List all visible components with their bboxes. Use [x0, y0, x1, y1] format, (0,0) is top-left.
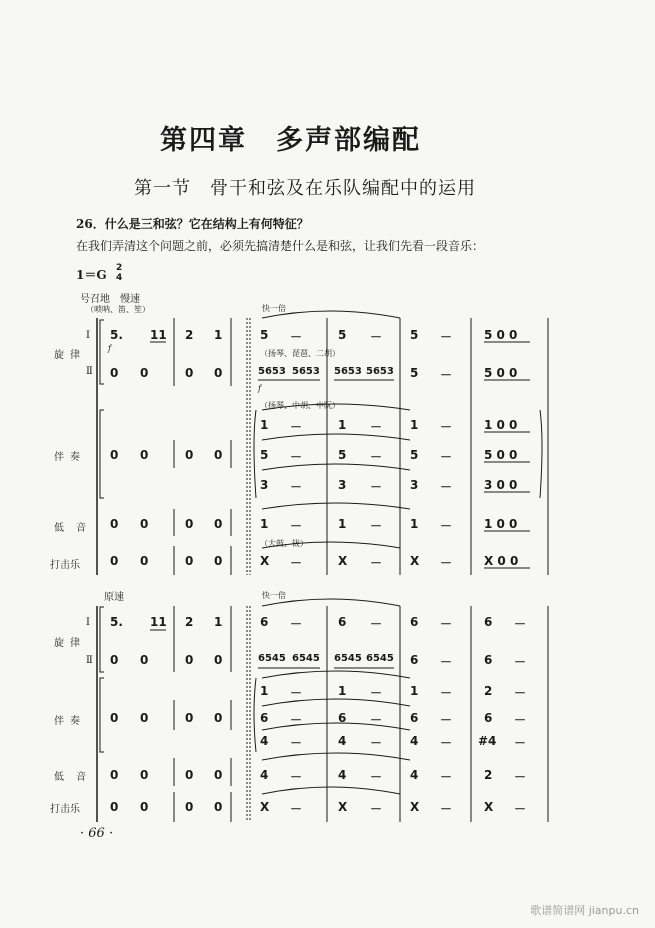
s1-p-n5: X	[260, 554, 270, 568]
s2-m2-n8: 6545	[366, 653, 394, 664]
s2-a3-n6: －	[440, 736, 453, 750]
perc-label: 打击乐	[50, 560, 80, 571]
s1-a2-n3: 0	[185, 448, 194, 462]
s2-a1-n8: －	[514, 686, 527, 700]
key-signature: 1＝G	[76, 268, 107, 282]
s2-p-n10: －	[440, 802, 453, 816]
s2-p-n2: 0	[140, 800, 149, 814]
accomp-label: 伴奏	[54, 452, 86, 463]
s1-b-n5: 1	[260, 517, 269, 531]
s2-a2-n6: －	[290, 713, 303, 727]
s2-a2-n8: －	[370, 713, 383, 727]
s1-b-n7: 1	[338, 517, 347, 531]
s2-m1-n7: 6	[338, 615, 347, 629]
s2-m1-n4: 1	[214, 615, 223, 629]
s1-p-n1: 0	[110, 554, 119, 568]
s2-p-n5: X	[260, 800, 270, 814]
s2-m1-n2: 11	[150, 615, 167, 629]
s2-p-n11: X	[484, 800, 494, 814]
tempo-label-2: 原速	[104, 592, 124, 603]
perc-label-2: 打击乐	[50, 804, 80, 815]
intro-paragraph: 在我们弄清这个问题之前，必须先搞清楚什么是和弦，让我们先看一段音乐：	[76, 239, 485, 253]
s2-m2-n7: 6545	[334, 653, 362, 664]
s2-b-n10: －	[440, 770, 453, 784]
s1-b-n9: 1	[410, 517, 419, 531]
instruments-note: （唢呐、笛、笙）	[86, 305, 150, 314]
fast-label-2: 快一倍	[262, 591, 286, 600]
s2-a2-n10: －	[440, 713, 453, 727]
time-signature-top: 2	[116, 263, 123, 273]
s2-a1-n5: 1	[410, 684, 419, 698]
melody-label: 旋律	[54, 350, 86, 361]
s2-m1-n5: 6	[260, 615, 269, 629]
s2-b-n5: 4	[260, 768, 269, 782]
tempo-label-1: 号召地 慢速	[80, 294, 140, 305]
s2-m1-n12: －	[514, 617, 527, 631]
s2-m1-n1: 5.	[110, 615, 123, 629]
s1-b-n3: 0	[185, 517, 194, 531]
s1-b-n8: －	[370, 519, 383, 533]
s1-a3-n5: 3	[410, 478, 419, 492]
s1-p-n10: －	[440, 556, 453, 570]
melody-II-label: Ⅱ	[86, 366, 93, 377]
dynamic-mark-1: f	[108, 344, 111, 353]
s2-m1-n8: －	[370, 617, 383, 631]
s2-a3-n8: －	[514, 736, 527, 750]
s2-m1-n3: 2	[185, 615, 194, 629]
s2-a2-n7: 6	[338, 711, 347, 725]
s1-p-n3: 0	[185, 554, 194, 568]
s1-a1-n1: 1	[260, 418, 269, 432]
s1-a2-n7: 5	[338, 448, 347, 462]
s1-a2-n4: 0	[214, 448, 223, 462]
s1-m2-n9: 5	[410, 366, 419, 380]
s1-a2-n11: 5 0 0	[484, 448, 518, 462]
s2-a1-n6: －	[440, 686, 453, 700]
s1-m1-n8: －	[370, 330, 383, 344]
s1-m2-n11: 5 0 0	[484, 366, 518, 380]
s2-a3-n2: －	[290, 736, 303, 750]
s2-b-n11: 2	[484, 768, 493, 782]
s1-a1-n6: －	[440, 420, 453, 434]
s1-p-n11: X 0 0	[484, 554, 519, 568]
s2-a1-n2: －	[290, 686, 303, 700]
s1-a1-n2: －	[290, 420, 303, 434]
s2-m2-n11: 6	[484, 653, 493, 667]
s1-m1-n7: 5	[338, 328, 347, 342]
s2-p-n9: X	[410, 800, 420, 814]
s1-a1-n7: 1 0 0	[484, 418, 518, 432]
s1-p-n9: X	[410, 554, 420, 568]
s1-m1-n1: 5.	[110, 328, 123, 342]
s1-a2-n1: 0	[110, 448, 119, 462]
s2-m2-n3: 0	[185, 653, 194, 667]
fast-label-1: 快一倍	[262, 304, 286, 313]
s2-a2-n4: 0	[214, 711, 223, 725]
s1-a1-n5: 1	[410, 418, 419, 432]
s1-p-n6: －	[290, 556, 303, 570]
chapter-title: 第四章 多声部编配	[160, 125, 421, 156]
s1-b-n11: 1 0 0	[484, 517, 518, 531]
s1-p-n4: 0	[214, 554, 223, 568]
accomp-label-2: 伴奏	[54, 716, 86, 727]
s1-b-n6: －	[290, 519, 303, 533]
s2-a2-n3: 0	[185, 711, 194, 725]
s1-m2-n5: 5653	[258, 366, 286, 377]
s2-m1-n10: －	[440, 617, 453, 631]
watermark: 歌谱简谱网 jianpu.cn	[530, 904, 639, 917]
melody-II-label-2: Ⅱ	[86, 655, 93, 666]
s1-p-n8: －	[370, 556, 383, 570]
s2-b-n2: 0	[140, 768, 149, 782]
s2-a3-n3: 4	[338, 734, 347, 748]
bass-label: 低音	[54, 523, 98, 534]
s2-m1-n6: －	[290, 617, 303, 631]
s1-m1-n6: －	[290, 330, 303, 344]
s2-m2-n12: －	[514, 655, 527, 669]
s2-a2-n2: 0	[140, 711, 149, 725]
s2-m2-n2: 0	[140, 653, 149, 667]
s1-p-n2: 0	[140, 554, 149, 568]
dynamic-mark-2: f	[258, 384, 261, 393]
s1-a3-n3: 3	[338, 478, 347, 492]
s2-b-n7: 4	[338, 768, 347, 782]
accomp-note: （扬琴、中胡、中阮）	[260, 401, 340, 410]
s1-a3-n7: 3 0 0	[484, 478, 518, 492]
s2-p-n4: 0	[214, 800, 223, 814]
s2-m2-n10: －	[440, 655, 453, 669]
s2-b-n8: －	[370, 770, 383, 784]
bass-label-2: 低音	[54, 772, 98, 783]
s1-a2-n2: 0	[140, 448, 149, 462]
s1-a1-n3: 1	[338, 418, 347, 432]
s2-p-n12: －	[514, 802, 527, 816]
question-heading: 26．什么是三和弦？它在结构上有何特征？	[76, 217, 309, 231]
s1-m1-n10: －	[440, 330, 453, 344]
s1-a2-n6: －	[290, 450, 303, 464]
s1-a3-n4: －	[370, 480, 383, 494]
s1-m1-n11: 5 0 0	[484, 328, 518, 342]
s2-b-n3: 0	[185, 768, 194, 782]
perc-note: （大鼓、钹）	[260, 539, 308, 548]
s2-p-n6: －	[290, 802, 303, 816]
s2-p-n1: 0	[110, 800, 119, 814]
s2-a2-n12: －	[514, 713, 527, 727]
s2-a3-n1: 4	[260, 734, 269, 748]
s2-a1-n4: －	[370, 686, 383, 700]
s1-m2-n3: 0	[185, 366, 194, 380]
s2-m2-n4: 0	[214, 653, 223, 667]
s1-m2-n7: 5653	[334, 366, 362, 377]
s2-a2-n9: 6	[410, 711, 419, 725]
s2-a1-n7: 2	[484, 684, 493, 698]
s2-a2-n11: 6	[484, 711, 493, 725]
s2-a3-n4: －	[370, 736, 383, 750]
s1-m1-n4: 1	[214, 328, 223, 342]
s1-m1-n9: 5	[410, 328, 419, 342]
s1-a2-n9: 5	[410, 448, 419, 462]
s1-a3-n6: －	[440, 480, 453, 494]
s2-a3-n7: #4	[478, 734, 497, 748]
s1-m2-n8: 5653	[366, 366, 394, 377]
s1-m2-n2: 0	[140, 366, 149, 380]
s2-m2-n1: 0	[110, 653, 119, 667]
s2-p-n7: X	[338, 800, 348, 814]
s2-p-n3: 0	[185, 800, 194, 814]
s1-a2-n10: －	[440, 450, 453, 464]
s2-a2-n5: 6	[260, 711, 269, 725]
s2-p-n8: －	[370, 802, 383, 816]
section-title: 第一节 骨干和弦及在乐队编配中的运用	[134, 178, 476, 199]
s1-m1-n2: 11	[150, 328, 167, 342]
melody-I-label-2: I	[86, 617, 90, 628]
s1-b-n10: －	[440, 519, 453, 533]
s1-b-n4: 0	[214, 517, 223, 531]
s2-a2-n1: 0	[110, 711, 119, 725]
s2-b-n4: 0	[214, 768, 223, 782]
s2-m2-n9: 6	[410, 653, 419, 667]
s1-b-n1: 0	[110, 517, 119, 531]
s2-b-n1: 0	[110, 768, 119, 782]
s2-a1-n1: 1	[260, 684, 269, 698]
s2-m1-n11: 6	[484, 615, 493, 629]
s2-a1-n3: 1	[338, 684, 347, 698]
s1-a1-n4: －	[370, 420, 383, 434]
s1-m2-n6: 5653	[292, 366, 320, 377]
s1-b-n2: 0	[140, 517, 149, 531]
s1-m1-n5: 5	[260, 328, 269, 342]
strings-note: （扬琴、琵琶、二胡）	[260, 349, 340, 358]
page-number: · 66 ·	[80, 826, 114, 841]
s1-m2-n1: 0	[110, 366, 119, 380]
melody-I-label: I	[86, 330, 90, 341]
s2-b-n6: －	[290, 770, 303, 784]
s1-a3-n1: 3	[260, 478, 269, 492]
time-signature-bottom: 4	[116, 273, 123, 283]
s1-a3-n2: －	[290, 480, 303, 494]
s2-m1-n9: 6	[410, 615, 419, 629]
s1-a2-n8: －	[370, 450, 383, 464]
s2-b-n12: －	[514, 770, 527, 784]
s1-a2-n5: 5	[260, 448, 269, 462]
s2-m2-n6: 6545	[292, 653, 320, 664]
s2-b-n9: 4	[410, 768, 419, 782]
s1-m2-n4: 0	[214, 366, 223, 380]
s1-m2-n10: －	[440, 368, 453, 382]
melody-label-2: 旋律	[54, 638, 86, 649]
s2-m2-n5: 6545	[258, 653, 286, 664]
s1-m1-n3: 2	[185, 328, 194, 342]
s2-a3-n5: 4	[410, 734, 419, 748]
s1-p-n7: X	[338, 554, 348, 568]
